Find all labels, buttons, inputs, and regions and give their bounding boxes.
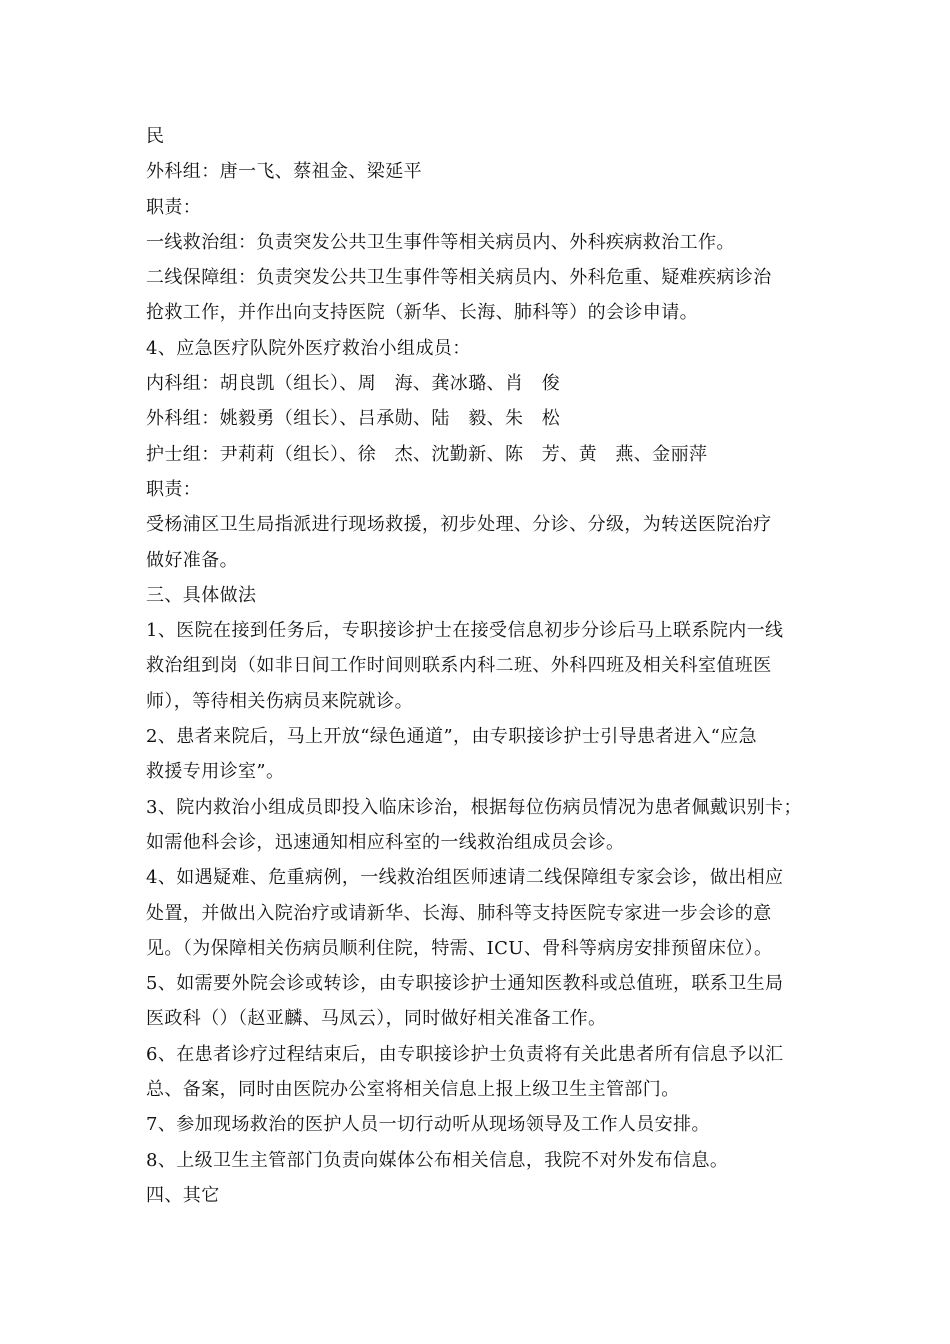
text-line: 7、参加现场救治的医护人员一切行动听从现场领导及工作人员安排。 <box>146 1114 710 1136</box>
text-line: 救治组到岗（如非日间工作时间则联系内科二班、外科四班及相关科室值班医 <box>146 655 772 677</box>
text-line: 受杨浦区卫生局指派进行现场救援，初步处理、分诊、分级，为转送医院治疗 <box>146 514 772 536</box>
text-line: 3、院内救治小组成员即投入临床诊治，根据每位伤病员情况为患者佩戴识别卡； <box>146 796 802 818</box>
text-line: 如需他科会诊，迅速通知相应科室的一线救治组成员会诊。 <box>146 831 625 853</box>
text-line: 救援专用诊室”。 <box>146 761 285 783</box>
text-line: 2、患者来院后，马上开放“绿色通道”，由专职接诊护士引导患者进入“应急 <box>146 726 758 748</box>
text-line: 见。（为保障相关伤病员顺利住院，特需、ICU、骨科等病房安排预留床位）。 <box>146 937 773 959</box>
text-line: 内科组：胡良凯（组长）、周 海、龚冰璐、肖 俊 <box>146 373 561 395</box>
text-line: 抢救工作，并作出向支持医院（新华、长海、肺科等）的会诊申请。 <box>146 302 698 324</box>
text-line: 做好准备。 <box>146 549 238 571</box>
text-line: 外科组：唐一飞、蔡祖金、梁延平 <box>146 161 422 183</box>
section-heading: 三、具体做法 <box>146 584 257 606</box>
document-body <box>146 119 822 1213</box>
text-line: 外科组：姚毅勇（组长）、吕承勋、陆 毅、朱 松 <box>146 408 561 430</box>
text-line: 1、医院在接到任务后，专职接诊护士在接受信息初步分诊后马上联系院内一线 <box>146 620 784 642</box>
section-heading: 四、其它 <box>146 1184 220 1206</box>
text-line: 总、备案，同时由医院办公室将相关信息上报上级卫生主管部门。 <box>146 1079 680 1101</box>
text-line: 4、如遇疑难、危重病例，一线救治组医师速请二线保障组专家会诊，做出相应 <box>146 867 784 889</box>
text-line: 师），等待相关伤病员来院就诊。 <box>146 690 413 712</box>
text-line: 6、在患者诊疗过程结束后，由专职接诊护士负责将有关此患者所有信息予以汇 <box>146 1043 784 1065</box>
text-line: 职责： <box>146 196 202 218</box>
text-line: 二线保障组：负责突发公共卫生事件等相关病员内、外科危重、疑难疾病诊治 <box>146 267 772 289</box>
text-line: 8、上级卫生主管部门负责向媒体公布相关信息，我院不对外发布信息。 <box>146 1149 729 1171</box>
text-line: 护士组：尹莉莉（组长）、徐 杰、沈勤新、陈 芳、黄 燕、金丽萍 <box>146 443 708 465</box>
text-line: 医政科（）（赵亚麟、马凤云），同时做好相关准备工作。 <box>146 1008 607 1030</box>
text-line: 4、应急医疗队院外医疗救治小组成员： <box>146 337 471 359</box>
text-line: 民 <box>146 126 165 147</box>
text-line: 5、如需要外院会诊或转诊，由专职接诊护士通知医教科或总值班，联系卫生局 <box>146 973 784 995</box>
text-line: 一线救治组：负责突发公共卫生事件等相关病员内、外科疾病救治工作。 <box>146 231 735 253</box>
text-line: 职责： <box>146 478 202 500</box>
text-line: 处置，并做出入院治疗或请新华、长海、肺科等支持医院专家进一步会诊的意 <box>146 902 772 924</box>
